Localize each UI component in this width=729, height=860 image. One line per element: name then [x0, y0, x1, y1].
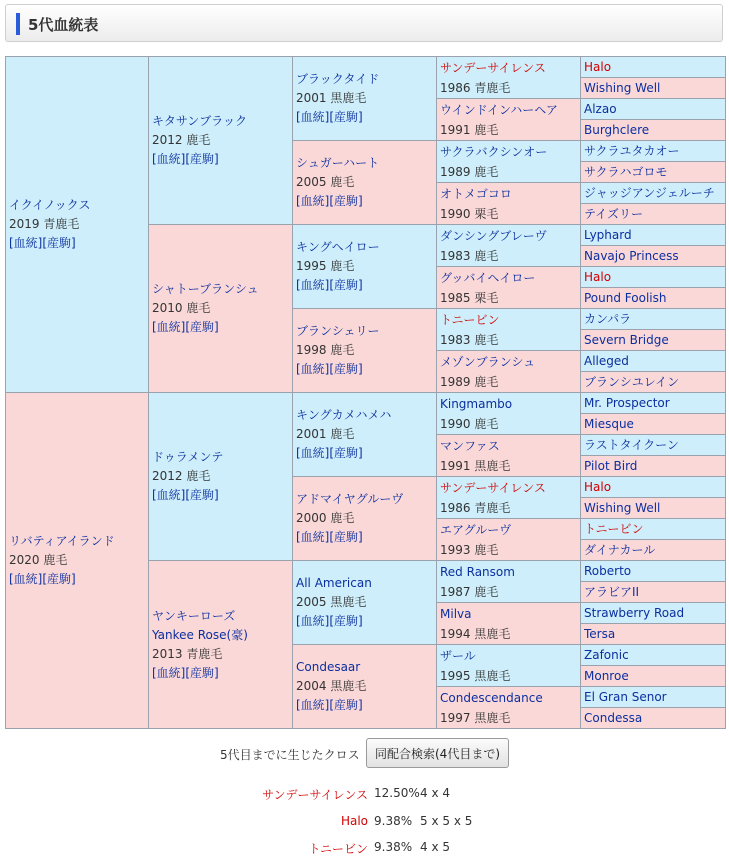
horse-name-link[interactable]: All American	[296, 576, 372, 590]
horse-name-link[interactable]: Pound Foolish	[584, 290, 667, 305]
horse-name-link[interactable]: Condescendance	[440, 690, 543, 705]
horse-year-color: 1983 鹿毛	[440, 248, 499, 263]
pedigree-cell-gen5	[581, 246, 726, 267]
horse-year-color: 2000 鹿毛	[296, 511, 355, 525]
pedigree-cell-gen5	[581, 183, 726, 204]
horse-name-link[interactable]: サンデーサイレンス	[440, 60, 546, 75]
page-title: 5代血統表	[28, 16, 99, 34]
horse-name-link[interactable]: ブラックタイド	[296, 72, 380, 86]
horse-year-color: 2005 鹿毛	[296, 175, 355, 189]
cross-horse-link[interactable]: サンデーサイレンス	[262, 788, 368, 802]
horse-year-color: 1993 鹿毛	[440, 542, 499, 557]
pedigree-cell-gen2	[149, 393, 293, 561]
pedigree-cell-gen5	[581, 99, 726, 120]
horse-year-color: 2001 黒鹿毛	[296, 91, 367, 105]
pedigree-cell-gen5	[581, 477, 726, 498]
horse-name-link[interactable]: アドマイヤグルーヴ	[296, 492, 404, 506]
horse-year-color: 1998 鹿毛	[296, 343, 355, 357]
pedigree-offspring-links[interactable]: [血統][産駒]	[9, 572, 76, 586]
cross-row	[0, 814, 729, 834]
horse-year-color: 2012 鹿毛	[152, 133, 211, 147]
pedigree-cell-gen4	[437, 309, 581, 351]
pedigree-offspring-links[interactable]: [血統][産駒]	[296, 194, 363, 208]
horse-name-link[interactable]: メゾンブランシュ	[440, 354, 536, 369]
horse-name-link[interactable]: Severn Bridge	[584, 332, 669, 347]
horse-year-color: 1995 黒鹿毛	[440, 668, 511, 683]
horse-name-link[interactable]: ダンシングブレーヴ	[440, 228, 547, 243]
horse-name-link[interactable]: シャトーブランシュ	[152, 282, 259, 296]
pedigree-cell-gen5	[581, 624, 726, 645]
pedigree-cell-gen4	[437, 267, 581, 309]
horse-year-color: 2019 青鹿毛	[9, 217, 80, 231]
cross-generations: 5 x 5 x 5	[420, 814, 473, 828]
pedigree-cell-gen4	[437, 141, 581, 183]
pedigree-cell-gen5	[581, 288, 726, 309]
pedigree-offspring-links[interactable]: [血統][産駒]	[296, 614, 363, 628]
horse-name-link[interactable]: Alzao	[584, 101, 617, 116]
horse-year-color: 2013 青鹿毛	[152, 646, 223, 661]
pedigree-offspring-links[interactable]: [血統][産駒]	[296, 698, 363, 712]
horse-name-link[interactable]: サンデーサイレンス	[440, 480, 546, 495]
cross-percent: 12.50%	[374, 786, 420, 800]
horse-name-link[interactable]: リバティアイランド	[9, 534, 115, 548]
horse-name-link[interactable]: ウインドインハーヘア	[440, 102, 558, 117]
horse-name-link[interactable]: トニービン	[584, 521, 644, 536]
header-accent-bar	[16, 13, 20, 35]
horse-name-link[interactable]: ダイナカール	[584, 542, 656, 557]
pedigree-cell-gen3	[293, 57, 437, 141]
pedigree-offspring-links[interactable]: [血統][産駒]	[152, 320, 219, 334]
horse-name-link[interactable]: イクイノックス	[9, 198, 91, 212]
horse-name-link[interactable]: キングカメハメハ	[296, 408, 392, 422]
cross-horse-link[interactable]: トニービン	[308, 842, 368, 856]
pedigree-cell-gen5	[581, 708, 726, 729]
pedigree-offspring-links[interactable]: [血統][産駒]	[152, 665, 219, 680]
pedigree-cell-gen5	[581, 267, 726, 288]
pedigree-cell-gen5	[581, 498, 726, 519]
cross-generations: 4 x 5	[420, 840, 450, 854]
horse-year-color: 1990 栗毛	[440, 206, 499, 221]
pedigree-cell-gen5	[581, 309, 726, 330]
pedigree-cell-gen4	[437, 645, 581, 687]
horse-name-link[interactable]: Strawberry Road	[584, 605, 685, 620]
horse-name-link[interactable]: Miesque	[584, 416, 634, 431]
pedigree-cell-gen4	[437, 99, 581, 141]
horse-name-link[interactable]: Milva	[440, 606, 472, 621]
pedigree-cell-gen3	[293, 561, 437, 645]
horse-name-link[interactable]: Pilot Bird	[584, 458, 638, 473]
horse-year-color: 1985 栗毛	[440, 290, 499, 305]
pedigree-cell-gen4	[437, 561, 581, 603]
pedigree-cell-gen5	[581, 582, 726, 603]
pedigree-cell-gen2	[149, 57, 293, 225]
horse-name-link[interactable]: アラビアII	[584, 584, 640, 599]
pedigree-cell-gen5	[581, 414, 726, 435]
pedigree-cell-gen5	[581, 435, 726, 456]
pedigree-cell-gen4	[437, 477, 581, 519]
horse-name-link[interactable]: El Gran Senor	[584, 689, 667, 704]
horse-name-link[interactable]: サクラユタカオー	[584, 143, 680, 158]
cross-row	[0, 840, 729, 860]
horse-name-link[interactable]: カンパラ	[584, 311, 632, 326]
pedigree-cell-gen4	[437, 393, 581, 435]
pedigree-cell-gen5	[581, 78, 726, 99]
horse-year-color: 2012 鹿毛	[152, 469, 211, 483]
pedigree-table	[5, 56, 726, 729]
pedigree-cell-gen3	[293, 309, 437, 393]
horse-year-color: 2001 鹿毛	[296, 427, 355, 441]
cross-percent: 9.38%	[374, 840, 413, 854]
pedigree-offspring-links[interactable]: [血統][産駒]	[9, 236, 76, 250]
horse-name-link[interactable]: Navajo Princess	[584, 248, 679, 263]
pedigree-cell-gen3	[293, 645, 437, 729]
horse-name-link[interactable]: Condessa	[584, 710, 643, 725]
horse-name-link[interactable]: Wishing Well	[584, 500, 661, 515]
same-mating-search-button[interactable]: 同配合検索(4代目まで)	[366, 738, 509, 768]
cross-horse-link[interactable]: Halo	[340, 814, 368, 828]
horse-name-link[interactable]: Mr. Prospector	[584, 395, 670, 410]
pedigree-cell-gen4	[437, 183, 581, 225]
pedigree-cell-gen5	[581, 540, 726, 561]
horse-name-link[interactable]: Halo	[584, 269, 612, 284]
horse-name-link[interactable]: Wishing Well	[584, 80, 661, 95]
horse-year-color: 1987 鹿毛	[440, 584, 499, 599]
pedigree-offspring-links[interactable]: [血統][産駒]	[296, 446, 363, 460]
pedigree-cell-gen5	[581, 372, 726, 393]
horse-name-link[interactable]: シュガーハート	[296, 156, 380, 170]
horse-name-link[interactable]: サクラハゴロモ	[584, 164, 668, 179]
horse-name-link[interactable]: オトメゴコロ	[440, 186, 512, 201]
pedigree-offspring-links[interactable]: [血統][産駒]	[296, 362, 363, 376]
horse-year-color: 1989 鹿毛	[440, 164, 499, 179]
horse-year-color: 1990 鹿毛	[440, 416, 499, 431]
pedigree-cell-gen4	[437, 519, 581, 561]
horse-name-link[interactable]: Halo	[584, 479, 612, 494]
pedigree-cell-gen5	[581, 687, 726, 708]
pedigree-cell-gen1	[6, 57, 149, 393]
horse-name-link[interactable]: Tersa	[584, 626, 616, 641]
horse-year-color: 2020 鹿毛	[9, 553, 68, 567]
pedigree-cell-gen3	[293, 141, 437, 225]
pedigree-cell-gen5	[581, 225, 726, 246]
pedigree-cell-gen5	[581, 204, 726, 225]
horse-year-color: 1991 鹿毛	[440, 122, 499, 137]
pedigree-cell-gen3	[293, 225, 437, 309]
horse-name-link[interactable]: Kingmambo	[440, 396, 513, 411]
horse-name-link[interactable]: エアグルーヴ	[440, 522, 512, 537]
horse-name-link[interactable]: キングヘイロー	[296, 240, 380, 254]
pedigree-cell-gen5	[581, 561, 726, 582]
horse-name-link[interactable]: Burghclere	[584, 122, 650, 137]
horse-year-color: 1995 鹿毛	[296, 259, 355, 273]
pedigree-cell-gen4	[437, 225, 581, 267]
cross-generations: 4 x 4	[420, 786, 450, 800]
pedigree-cell-gen1	[6, 393, 149, 729]
pedigree-cell-gen5	[581, 141, 726, 162]
pedigree-cell-gen2	[149, 561, 293, 729]
pedigree-cell-gen5	[581, 603, 726, 624]
pedigree-cell-gen4	[437, 603, 581, 645]
horse-name-link[interactable]: Alleged	[584, 353, 629, 368]
pedigree-cell-gen4	[437, 57, 581, 99]
horse-year-color: 1989 鹿毛	[440, 374, 499, 389]
pedigree-cell-gen5	[581, 645, 726, 666]
horse-name-link[interactable]: ドゥラメンテ	[152, 450, 224, 464]
horse-name-link[interactable]: ラストタイクーン	[584, 437, 679, 452]
pedigree-offspring-links[interactable]: [血統][産駒]	[296, 278, 363, 292]
horse-name-link[interactable]: ブランシェリー	[296, 324, 380, 338]
horse-name-link[interactable]: サクラバクシンオー	[440, 144, 548, 159]
pedigree-cell-gen4	[437, 687, 581, 729]
horse-name-link[interactable]: ブランシユレイン	[584, 374, 680, 389]
pedigree-cell-gen5	[581, 162, 726, 183]
pedigree-cell-gen2	[149, 225, 293, 393]
cross-label: 5代目までに生じたクロス	[220, 748, 360, 762]
cross-percent: 9.38%	[374, 814, 413, 828]
horse-year-color: 1986 青鹿毛	[440, 500, 511, 515]
horse-name-link[interactable]: Condesaar	[296, 660, 361, 674]
horse-name-link[interactable]: ジャッジアンジェルーチ	[584, 185, 715, 200]
horse-year-color: 1997 黒鹿毛	[440, 710, 511, 725]
horse-name-link[interactable]: グッバイヘイロー	[440, 270, 536, 285]
horse-year-color: 1991 黒鹿毛	[440, 458, 511, 473]
pedigree-cell-gen5	[581, 330, 726, 351]
pedigree-cell-gen5	[581, 456, 726, 477]
horse-name-link[interactable]: Roberto	[584, 563, 632, 578]
pedigree-offspring-links[interactable]: [血統][産駒]	[152, 152, 219, 166]
horse-name-link[interactable]: ザール	[440, 648, 476, 663]
pedigree-cell-gen5	[581, 393, 726, 414]
pedigree-cell-gen5	[581, 351, 726, 372]
section-header	[5, 4, 723, 42]
pedigree-cell-gen5	[581, 519, 726, 540]
pedigree-offspring-links[interactable]: [血統][産駒]	[296, 110, 363, 124]
pedigree-cell-gen3	[293, 477, 437, 561]
horse-name-link[interactable]: Halo	[584, 59, 612, 74]
pedigree-cell-gen5	[581, 120, 726, 141]
horse-name-link[interactable]: マンファス	[440, 438, 500, 453]
pedigree-cell-gen4	[437, 351, 581, 393]
horse-name-link[interactable]: テイズリー	[584, 206, 644, 221]
horse-year-color: 1983 鹿毛	[440, 332, 499, 347]
horse-year-color: 2004 黒鹿毛	[296, 679, 367, 693]
horse-name-link[interactable]: Lyphard	[584, 227, 632, 242]
horse-name-link[interactable]: Zafonic	[584, 647, 629, 662]
pedigree-cell-gen5	[581, 666, 726, 687]
pedigree-cell-gen4	[437, 435, 581, 477]
horse-name-link[interactable]: ヤンキーローズ	[152, 608, 236, 623]
horse-year-color: 2005 黒鹿毛	[296, 595, 367, 609]
pedigree-cell-gen5	[581, 57, 726, 78]
horse-year-color: 1986 青鹿毛	[440, 80, 511, 95]
pedigree-offspring-links[interactable]: [血統][産駒]	[296, 530, 363, 544]
cross-row	[0, 786, 729, 806]
horse-name-link[interactable]: キタサンブラック	[152, 114, 248, 128]
horse-year-color: 2010 鹿毛	[152, 301, 211, 315]
pedigree-offspring-links[interactable]: [血統][産駒]	[152, 488, 219, 502]
horse-name-link[interactable]: Red Ransom	[440, 564, 515, 579]
horse-year-color: 1994 黒鹿毛	[440, 626, 511, 641]
horse-name-alt[interactable]: Yankee Rose(豪)	[152, 627, 248, 642]
pedigree-cell-gen3	[293, 393, 437, 477]
horse-name-link[interactable]: Monroe	[584, 668, 629, 683]
horse-name-link[interactable]: トニービン	[440, 312, 500, 327]
